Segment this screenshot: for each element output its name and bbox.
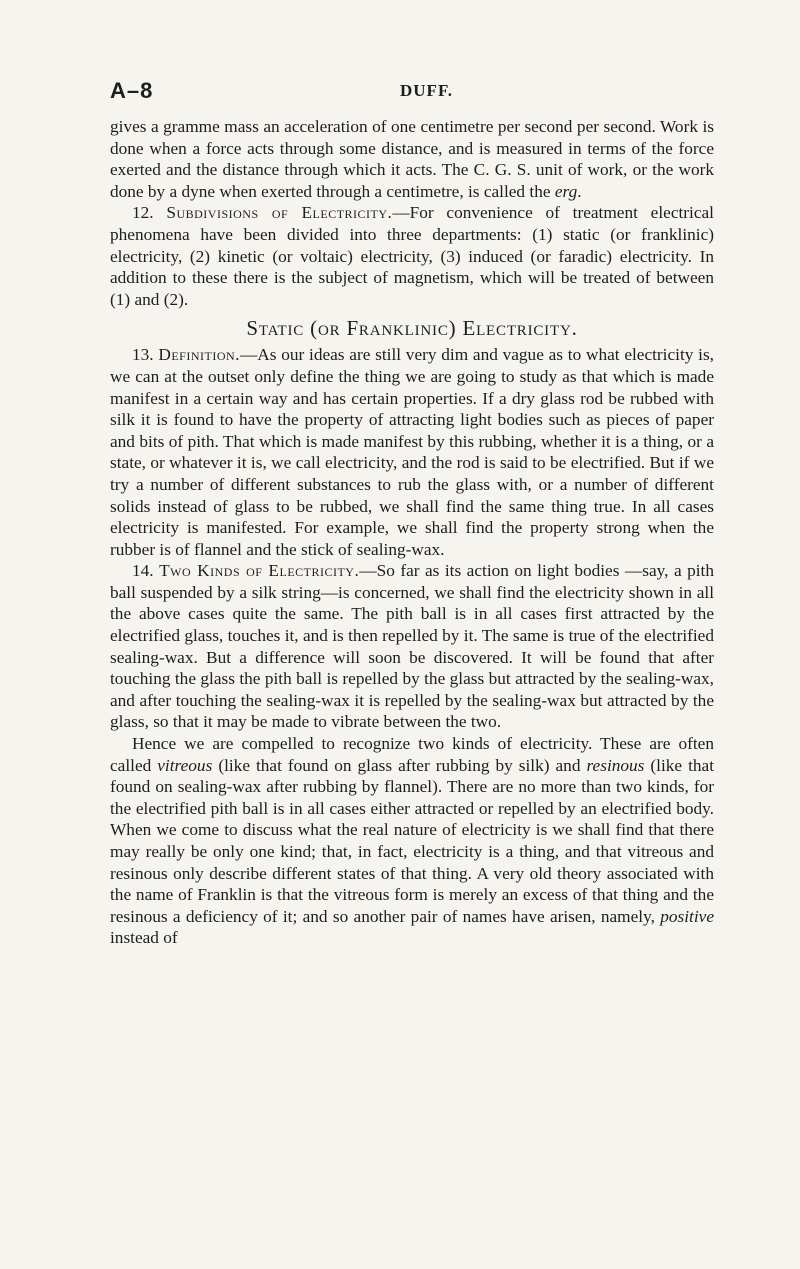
paragraph-two-kinds <box>110 733 714 949</box>
page-body <box>110 116 714 949</box>
section-13-text: —As our ideas are still very dim and vague as to what electricity is, we can at the outset only define the thing we are going to study as that which is made manifest in a certain way and has certain properties. If a dry glass rod be rubbed with silk it is found to have the property of attracting light bodies such as pieces of paper and bits of pith. That which is made manifest by this rubbing, whether it is a thing, or a state, or whatever it is, we call electricity, and the rod is said to be electrified. But if we try a number of different substances to rub the glass with, or a number of different solids instead of glass to be rubbed, we shall find the same thing true. In all cases electricity is manifested. For example, we shall find the property strong when the rubber is of flannel and the stick of sealing-wax. <box>110 345 714 559</box>
section-12 <box>110 202 714 310</box>
erg-term: erg <box>554 181 578 201</box>
page-number: A–8 <box>110 78 154 103</box>
section-12-title: Subdivisions of Electricity. <box>166 203 393 223</box>
section-12-text: —For convenience of treatment electrical phenomena have been divided into three departments: (1) static (or franklinic) electricity, (2) kinetic (or voltaic) electricity, (3) induced (or faradic) electricity. In addition to these there is the subject of magnetism, which will be treated of between (1) and (2). <box>110 203 714 309</box>
section-13 <box>110 344 714 560</box>
resinous-term: resinous <box>586 755 645 775</box>
paragraph-intro <box>110 116 714 202</box>
section-14-number: 14. <box>132 561 160 581</box>
section-14 <box>110 560 714 733</box>
vitreous-term: vitreous <box>157 755 213 775</box>
section-14-title: Two Kinds of Electricity. <box>159 561 360 581</box>
paragraph-two-kinds-a: Hence we are compelled to recognize two kinds of electricity. These are often called <box>110 734 714 775</box>
paragraph-intro-end: . <box>577 181 582 201</box>
paragraph-two-kinds-d: instead of <box>110 928 178 948</box>
section-heading: Static (or Franklinic) Electricity. <box>246 316 578 341</box>
paragraph-two-kinds-c: (like that found on sealing-wax after rubbing by flannel). There are no more than two kinds, for the electrified pith ball is in all cases either attracted or repelled by an electrified body. When we come to discuss what the real nature of electricity is we shall find that there may really be only one kind; that, in fact, electricity is a thing, and that vitreous and resinous only describe different states of that thing. A very old theory associated with the name of Franklin is that the vitreous form is merely an excess of that thing and the resinous a deficiency of it; and so another pair of names have arisen, namely, <box>110 755 714 926</box>
section-13-number: 13. <box>132 345 159 365</box>
page-header <box>110 78 710 108</box>
paragraph-intro-text: gives a gramme mass an acceleration of one centimetre per second per second. Work is done when a force acts through some distance, and is measured in terms of the force exerted and the distance through which it acts. The C. G. S. unit of work, or the work done by a dyne when exerted through a centimetre, is called the <box>110 117 714 201</box>
section-14-text: —So far as its action on light bodies —say, a pith ball suspended by a silk string—is concerned, we shall find the electricity shown in all the above cases quite the same. The pith ball is in all cases first attracted by the electrified glass, touches it, and is then repelled by it. The same is true of the electrified sealing-wax. But a difference will soon be discovered. It will be found that after touching the glass the pith ball is repelled by the glass but attracted by the sealing-wax, and after touching the sealing-wax it is repelled by the sealing-wax but attracted by the glass, so that it may be made to vibrate between the two. <box>110 561 714 732</box>
section-12-number: 12. <box>132 203 167 223</box>
section-13-title: Definition. <box>158 345 240 365</box>
positive-term: positive <box>660 906 714 926</box>
running-head: DUFF. <box>400 81 454 100</box>
paragraph-two-kinds-b: (like that found on glass after rubbing by silk) and <box>212 755 587 775</box>
